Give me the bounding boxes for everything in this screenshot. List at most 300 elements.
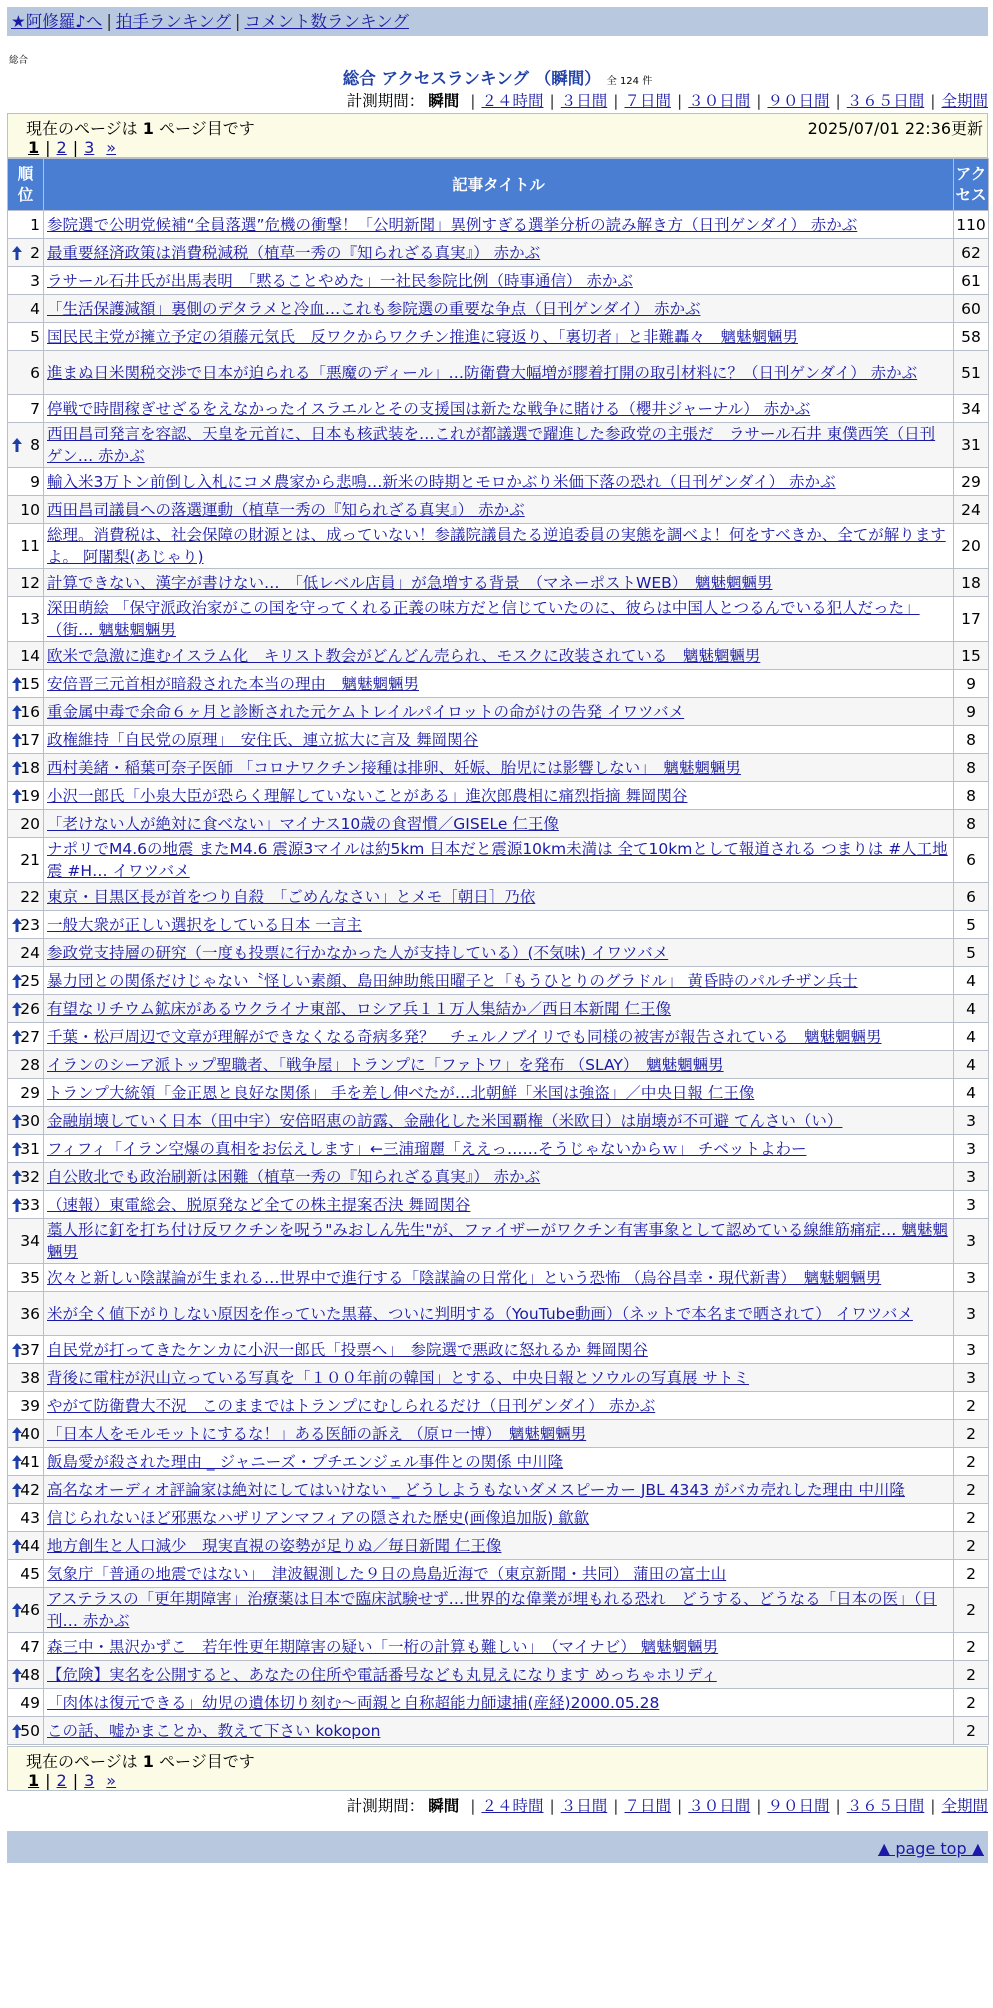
rank-up-arrow-icon <box>11 1454 23 1470</box>
access-count: 2 <box>954 1392 989 1420</box>
rank-cell <box>8 1504 44 1532</box>
access-count: 2 <box>954 1560 989 1588</box>
access-count: 110 <box>954 211 989 239</box>
header-rank: 順位 <box>8 159 44 211</box>
access-count: 5 <box>954 911 989 939</box>
rank-cell <box>8 1689 44 1717</box>
article-link[interactable]: 「肉体は復元できる」幼児の遺体切り刻む～両親と自称超能力師逮捕(産経)2000.05.28 <box>47 1693 660 1712</box>
article-link[interactable]: 自民党が打ってきたケンカに小沢一郎氏「投票へ」 参院選で悪政に怒れるか 舞岡関谷 <box>47 1340 648 1359</box>
nav-link-clap-ranking[interactable]: 拍手ランキング <box>115 12 231 31</box>
rank-number: 23 <box>20 915 40 934</box>
table-row <box>8 1689 989 1717</box>
article-link[interactable]: 千葉・松戸周辺で文章が理解ができなくなる奇病多発？ チェルノブイリでも同様の被害が報告されている 魑魅魍魎男 <box>47 1027 882 1046</box>
article-link[interactable]: 地方創生と人口減少 現実直視の姿勢が足りぬ／毎日新聞 仁王像 <box>47 1536 502 1555</box>
title-cell <box>44 1392 954 1420</box>
article-link[interactable]: 国民民主党が擁立予定の須藤元気氏 反ワクからワクチン推進に寝返り、「裏切者」と非難轟々 魑魅魍魎男 <box>47 327 798 346</box>
title-cell <box>44 1504 954 1532</box>
period-label: 計測期間： <box>346 92 425 110</box>
period-separator: | <box>930 1797 936 1815</box>
article-link[interactable]: 【危険】実名を公開すると、あなたの住所や電話番号なども丸見えになります めっちゃホリディ <box>47 1665 717 1684</box>
rank-cell <box>8 423 44 468</box>
title-cell <box>44 1264 954 1292</box>
table-row <box>8 351 989 395</box>
rank-up-arrow-icon <box>11 1001 23 1017</box>
article-link[interactable]: 飯島愛が殺された理由 _ ジャニーズ・プチエンジェル事件との関係 中川隆 <box>47 1452 564 1471</box>
table-row <box>8 1476 989 1504</box>
rank-number: 47 <box>20 1637 40 1656</box>
rank-number: 44 <box>20 1536 40 1555</box>
access-count: 6 <box>954 838 989 883</box>
access-count: 4 <box>954 995 989 1023</box>
table-row <box>8 1560 989 1588</box>
pager-link-2[interactable]: 2 <box>56 1771 67 1790</box>
article-link[interactable]: 東京・目黒区長が首をつり自殺 「ごめんなさい」とメモ［朝日］乃依 <box>47 887 536 906</box>
pagination-box-bottom <box>7 1746 988 1791</box>
nav-separator: | <box>234 12 241 31</box>
table-row <box>8 1504 989 1532</box>
table-row <box>8 754 989 782</box>
period-label: 計測期間： <box>346 1797 425 1815</box>
rank-cell <box>8 1476 44 1504</box>
rank-number: 3 <box>30 271 40 290</box>
table-row <box>8 423 989 468</box>
access-count: 2 <box>954 1448 989 1476</box>
article-link[interactable]: 計算できない、漢字が書けない… 「低レベル店員」が急増する背景 （マネーポストWEB） 魑魅魍魎男 <box>47 573 773 592</box>
title-cell <box>44 597 954 642</box>
rank-up-arrow-icon <box>11 676 23 692</box>
access-count: 4 <box>954 1051 989 1079</box>
rank-cell <box>8 995 44 1023</box>
rank-number: 13 <box>20 610 40 628</box>
title-cell <box>44 239 954 267</box>
access-count: 8 <box>954 754 989 782</box>
title-cell <box>44 496 954 524</box>
access-count: 2 <box>954 1476 989 1504</box>
footer-bar <box>7 1831 988 1863</box>
rank-cell <box>8 1023 44 1051</box>
access-count: 3 <box>954 1191 989 1219</box>
period-separator: | <box>835 1797 841 1815</box>
period-link[interactable]: ９０日間 <box>767 1797 830 1815</box>
access-count: 29 <box>954 468 989 496</box>
rank-number: 2 <box>30 243 40 262</box>
rank-number: 48 <box>20 1665 40 1684</box>
rank-cell <box>8 1392 44 1420</box>
rank-cell <box>8 351 44 395</box>
rank-cell <box>8 1560 44 1588</box>
period-link[interactable]: 全期間 <box>941 1797 988 1815</box>
access-count: 51 <box>954 351 989 395</box>
rank-cell <box>8 295 44 323</box>
article-link[interactable]: 安倍晋三元首相が暗殺された本当の理由 魑魅魍魎男 <box>47 674 420 693</box>
rank-cell <box>8 211 44 239</box>
rank-cell <box>8 1264 44 1292</box>
period-link[interactable]: ７日間 <box>624 92 671 110</box>
article-link[interactable]: 進まぬ日米関税交渉で日本が迫られる「悪魔のディール」…防衛費大幅増が膠着打開の取引材料に？（日刊ゲンダイ） 赤かぶ <box>47 363 918 382</box>
article-link[interactable]: 西田昌司発言を容認、天皇を元首に、日本も核武装を…これが都議選で躍進した参政党の主張だ ラサール石井 東僕西笑（日刊ゲン… 赤かぶ <box>47 425 936 465</box>
article-link[interactable]: 重金属中毒で余命６ヶ月と診断された元ケムトレイルパイロットの命がけの告発 イワツバメ <box>47 702 685 721</box>
table-row <box>8 1364 989 1392</box>
access-count: 20 <box>954 524 989 569</box>
rank-up-arrow-icon <box>11 437 23 453</box>
rank-number: 11 <box>20 537 40 555</box>
rank-up-arrow-icon <box>11 760 23 776</box>
period-link[interactable]: ９０日間 <box>767 92 830 110</box>
table-row <box>8 1191 989 1219</box>
rank-number: 15 <box>20 674 40 693</box>
title-cell <box>44 395 954 423</box>
access-count: 34 <box>954 395 989 423</box>
rank-cell <box>8 1633 44 1661</box>
table-row <box>8 810 989 838</box>
article-link[interactable]: 藁人形に釘を打ち付け反ワクチンを呪う"みおしん先生"が、ファイザーがワクチン有害事象として認めている線維筋痛症… 魑魅魍魎男 <box>47 1221 948 1261</box>
period-separator: | <box>470 92 476 110</box>
rank-cell <box>8 1135 44 1163</box>
article-link[interactable]: アステラスの「更年期障害」治療薬は日本で臨床試験せず…世界的な偉業が埋もれる恐れ どうする、どうなる「日本の医」（日刊… 赤かぶ <box>47 1590 937 1630</box>
table-row <box>8 1135 989 1163</box>
page-title: 総合 アクセスランキング （瞬間） <box>342 69 601 88</box>
article-link[interactable]: 欧米で急激に進むイスラム化 キリスト教会がどんどん売られ、モスクに改装されている 魑魅魍魎男 <box>47 646 761 665</box>
access-count: 18 <box>954 569 989 597</box>
header-access: アクセス <box>954 159 989 211</box>
access-count: 2 <box>954 1689 989 1717</box>
rank-number: 30 <box>20 1111 40 1130</box>
access-count: 3 <box>954 1364 989 1392</box>
title-cell <box>44 782 954 810</box>
title-cell <box>44 1051 954 1079</box>
access-count: 9 <box>954 670 989 698</box>
rank-cell <box>8 1717 44 1745</box>
article-link[interactable]: 「生活保護減額」裏側のデタラメと冷血…これも参院選の重要な争点（日刊ゲンダイ） 赤かぶ <box>47 299 701 318</box>
table-row <box>8 1588 989 1633</box>
article-link[interactable]: 深田萌絵 「保守派政治家がこの国を守ってくれる正義の味方だと信じていたのに、彼らは中国人とつるんでいる犯人だった」（街… 魑魅魍魎男 <box>47 599 920 639</box>
rank-up-arrow-icon <box>11 1723 23 1739</box>
access-count: 3 <box>954 1336 989 1364</box>
title-cell <box>44 1448 954 1476</box>
rank-number: 39 <box>20 1396 40 1415</box>
article-link[interactable]: イランのシーア派トップ聖職者、「戦争屋」トランプに「ファトワ」を発布 （SLAY） 魑魅魍魎男 <box>47 1055 724 1074</box>
access-count: 3 <box>954 1264 989 1292</box>
rank-number: 14 <box>20 646 40 665</box>
rank-number: 10 <box>20 500 40 519</box>
rank-number: 6 <box>30 363 40 382</box>
rank-number: 41 <box>20 1452 40 1471</box>
article-link[interactable]: 自公敗北でも政治刷新は困難（植草一秀の『知られざる真実』） 赤かぶ <box>47 1167 541 1186</box>
access-count: 9 <box>954 698 989 726</box>
pager-current-page: 1 <box>28 1771 40 1790</box>
period-separator: | <box>756 92 762 110</box>
article-link[interactable]: 気象庁「普通の地震ではない」 津波観測した９日の鳥島近海で（東京新聞・共同） 蒲田の富士山 <box>47 1564 727 1583</box>
period-separator: | <box>930 92 936 110</box>
table-row <box>8 911 989 939</box>
article-link[interactable]: ラサール石井氏が出馬表明 「黙ることやめた」一社民参院比例（時事通信） 赤かぶ <box>47 271 633 290</box>
rank-cell <box>8 782 44 810</box>
table-row <box>8 698 989 726</box>
title-cell <box>44 726 954 754</box>
table-row <box>8 211 989 239</box>
rank-cell <box>8 496 44 524</box>
rank-up-arrow-icon <box>11 1197 23 1213</box>
current-page-text: 現在のページは 1 ページ目です <box>26 1752 255 1771</box>
access-count: 61 <box>954 267 989 295</box>
article-link[interactable]: ナポリでM4.6の地震 またM4.6 震源3マイルは約5km 日本だと震源10km未満は 全て10kmとして報道される つまりは #人工地震 #H… イワツバメ <box>47 840 948 880</box>
rank-number: 18 <box>20 758 40 777</box>
rank-number: 43 <box>20 1508 40 1527</box>
rank-number: 4 <box>30 299 40 318</box>
period-link[interactable]: ３日間 <box>560 92 608 110</box>
access-count: 3 <box>954 1135 989 1163</box>
rank-up-arrow-icon <box>11 1029 23 1045</box>
pager-next[interactable]: » <box>106 1771 117 1790</box>
access-count: 5 <box>954 939 989 967</box>
title-cell <box>44 1633 954 1661</box>
article-link[interactable]: 参院選で公明党候補“全員落選”危機の衝撃！「公明新聞」異例すぎる選挙分析の読み解き方（日刊ゲンダイ） 赤かぶ <box>47 215 858 234</box>
article-link[interactable]: 最重要経済政策は消費税減税（植草一秀の『知られざる真実』） 赤かぶ <box>47 243 541 262</box>
access-count: 8 <box>954 726 989 754</box>
table-row <box>8 267 989 295</box>
table-row <box>8 1532 989 1560</box>
pager-link-2[interactable]: 2 <box>56 138 67 157</box>
rank-cell <box>8 838 44 883</box>
ranking-header <box>7 68 988 90</box>
title-cell <box>44 911 954 939</box>
rank-up-arrow-icon <box>11 704 23 720</box>
page-top-link[interactable]: ▲ page top ▲ <box>877 1839 984 1858</box>
title-cell <box>44 569 954 597</box>
rank-number: 46 <box>20 1601 40 1619</box>
table-row <box>8 1448 989 1476</box>
article-link[interactable]: 次々と新しい陰謀論が生まれる…世界中で進行する「陰謀論の日常化」という恐怖 （烏谷昌幸・現代新書） 魑魅魍魎男 <box>47 1268 882 1287</box>
table-row <box>8 726 989 754</box>
rank-number: 31 <box>20 1139 40 1158</box>
article-link[interactable]: フィフィ「イラン空爆の真相をお伝えします」←三浦瑠麗「ええっ……そうじゃないからｗ」 チベットよわー <box>47 1139 807 1158</box>
rank-up-arrow-icon <box>11 1342 23 1358</box>
rank-number: 34 <box>20 1232 40 1250</box>
title-cell <box>44 468 954 496</box>
rank-number: 26 <box>20 999 40 1018</box>
rank-number: 21 <box>20 851 40 869</box>
title-cell <box>44 967 954 995</box>
table-row <box>8 1107 989 1135</box>
title-cell <box>44 1292 954 1336</box>
pager: 1 | 2 | 3 » <box>28 1771 117 1790</box>
title-cell <box>44 698 954 726</box>
period-link[interactable]: ３０日間 <box>688 92 751 110</box>
title-cell <box>44 1336 954 1364</box>
period-separator: | <box>835 92 841 110</box>
rank-number: 37 <box>20 1340 40 1359</box>
title-cell <box>44 883 954 911</box>
table-row <box>8 1292 989 1336</box>
rank-up-arrow-icon <box>11 1482 23 1498</box>
period-link[interactable]: ３６５日間 <box>846 92 925 110</box>
rank-cell <box>8 883 44 911</box>
rank-cell <box>8 1336 44 1364</box>
table-row <box>8 883 989 911</box>
title-cell <box>44 1163 954 1191</box>
access-count: 3 <box>954 1107 989 1135</box>
article-link[interactable]: 有望なリチウム鉱床があるウクライナ東部、ロシア兵１１万人集結か／西日本新聞 仁王像 <box>47 999 672 1018</box>
title-cell <box>44 1661 954 1689</box>
table-row <box>8 642 989 670</box>
rank-cell <box>8 1661 44 1689</box>
article-link[interactable]: 政権維持「自民党の原理」 安住氏、連立拡大に言及 舞岡関谷 <box>47 730 479 749</box>
table-row <box>8 1420 989 1448</box>
title-cell <box>44 1135 954 1163</box>
title-cell <box>44 211 954 239</box>
title-cell <box>44 754 954 782</box>
title-cell <box>44 1717 954 1745</box>
table-row <box>8 1219 989 1264</box>
article-link[interactable]: 森三中・黒沢かずこ 若年性更年期障害の疑い「一桁の計算も難しい」 （マイナビ） 魑魅魍魎男 <box>47 1637 719 1656</box>
period-separator: | <box>613 92 619 110</box>
article-link[interactable]: 参政党支持層の研究（一度も投票に行かなかった人が支持している）(不気味) イワツバメ <box>47 943 669 962</box>
title-cell <box>44 838 954 883</box>
table-row <box>8 524 989 569</box>
top-nav-bar <box>7 7 988 36</box>
article-link[interactable]: 背後に電柱が沢山立っている写真を「１００年前の韓国」とする、中央日報とソウルの写真展 サトミ <box>47 1368 749 1387</box>
article-link[interactable]: 「老けない人が絶対に食べない」マイナス10歳の食習慣／GISELe 仁王像 <box>47 814 559 833</box>
pager-next[interactable]: » <box>106 138 117 157</box>
category-label: 総合 <box>9 55 29 66</box>
rank-cell <box>8 1532 44 1560</box>
period-link[interactable]: 全期間 <box>941 92 988 110</box>
article-link[interactable]: 小沢一郎氏「小泉大臣が恐らく理解していないことがある」進次郎農相に痛烈指摘 舞岡関谷 <box>47 786 688 805</box>
article-link[interactable]: この話、嘘かまことか、教えて下さい kokopon <box>47 1721 381 1740</box>
table-row <box>8 995 989 1023</box>
article-link[interactable]: 高名なオーディオ評論家は絶対にしてはいけない _ どうしようもないダメスピーカー JBL 4343 がバカ売れした理由 中川隆 <box>47 1480 905 1499</box>
access-count: 2 <box>954 1717 989 1745</box>
article-link[interactable]: 暴力団との関係だけじゃない〝怪しい素顔、島田紳助熊田曜子と「もうひとりのグラドル」 黄昏時のパルチザン兵士 <box>47 971 858 990</box>
rank-number: 27 <box>20 1027 40 1046</box>
period-link[interactable]: ２４時間 <box>481 92 544 110</box>
rank-up-arrow-icon <box>11 1426 23 1442</box>
rank-cell <box>8 1448 44 1476</box>
table-row <box>8 1392 989 1420</box>
title-cell <box>44 423 954 468</box>
rank-cell <box>8 698 44 726</box>
period-separator: | <box>549 1797 555 1815</box>
article-link[interactable]: 停戦で時間稼ぎせざるをえなかったイスラエルとその支援国は新たな戦争に賭ける（櫻井ジャーナル） 赤かぶ <box>47 399 811 418</box>
table-row <box>8 967 989 995</box>
access-count: 15 <box>954 642 989 670</box>
access-count: 2 <box>954 1588 989 1633</box>
rank-up-arrow-icon <box>11 973 23 989</box>
period-separator: | <box>677 92 683 110</box>
title-cell <box>44 267 954 295</box>
ranking-table <box>7 158 989 1745</box>
rank-number: 1 <box>30 215 40 234</box>
article-link[interactable]: 西村美緒・稲葉可奈子医師 「コロナワクチン接種は排卵、妊娠、胎児には影響しない」 魑魅魍魎男 <box>47 758 741 777</box>
article-link[interactable]: トランプ大統領「金正恩と良好な関係」 手を差し伸べたが…北朝鮮「米国は強盗」／中央日報 仁王像 <box>47 1083 755 1102</box>
table-row <box>8 1264 989 1292</box>
rank-cell <box>8 911 44 939</box>
period-link[interactable]: ３０日間 <box>688 1797 751 1815</box>
article-link[interactable]: 西田昌司議員への落選運動（植草一秀の『知られざる真実』） 赤かぶ <box>47 500 525 519</box>
rank-number: 29 <box>20 1083 40 1102</box>
access-count: 3 <box>954 1292 989 1336</box>
period-separator: | <box>549 92 555 110</box>
rank-cell <box>8 810 44 838</box>
article-link[interactable]: 信じられないほど邪悪なハザリアンマフィアの隠された歴史(画像追加版) 歙歙 <box>47 1508 590 1527</box>
article-link[interactable]: 一般大衆が正しい選択をしている日本 一言主 <box>47 915 362 934</box>
rank-up-arrow-icon <box>11 1602 23 1618</box>
rank-number: 36 <box>20 1304 40 1323</box>
access-count: 62 <box>954 239 989 267</box>
nav-link-comment-ranking[interactable]: コメント数ランキング <box>244 12 409 31</box>
title-cell <box>44 1023 954 1051</box>
access-count: 8 <box>954 810 989 838</box>
period-link[interactable]: ７日間 <box>624 1797 671 1815</box>
rank-cell <box>8 1051 44 1079</box>
period-selector-bottom <box>7 1795 988 1817</box>
period-link[interactable]: ２４時間 <box>481 1797 544 1815</box>
rank-number: 7 <box>30 399 40 418</box>
table-row <box>8 496 989 524</box>
access-count: 60 <box>954 295 989 323</box>
updated-timestamp: 2025/07/01 22:36更新 <box>807 119 983 138</box>
title-cell <box>44 1588 954 1633</box>
pager-link-3[interactable]: 3 <box>84 1771 95 1790</box>
table-row <box>8 1661 989 1689</box>
table-row <box>8 1163 989 1191</box>
rank-cell <box>8 726 44 754</box>
period-link[interactable]: ３６５日間 <box>846 1797 925 1815</box>
access-count: 2 <box>954 1420 989 1448</box>
nav-link-home[interactable]: ★阿修羅♪へ <box>11 12 103 31</box>
access-count: 58 <box>954 323 989 351</box>
rank-number: 25 <box>20 971 40 990</box>
rank-cell <box>8 468 44 496</box>
rank-up-arrow-icon <box>11 917 23 933</box>
rank-number: 49 <box>20 1693 40 1712</box>
rank-up-arrow-icon <box>11 245 23 261</box>
article-link[interactable]: 金融崩壊していく日本（田中宇）安倍昭恵の訪露、金融化した米国覇権（米欧日）は崩壊が不可避 てんさい（い） <box>47 1111 843 1130</box>
access-count: 24 <box>954 496 989 524</box>
rank-number: 50 <box>20 1721 40 1740</box>
title-cell <box>44 1532 954 1560</box>
rank-cell <box>8 524 44 569</box>
title-cell <box>44 1191 954 1219</box>
rank-cell <box>8 670 44 698</box>
page <box>7 7 988 1863</box>
period-link[interactable]: ３日間 <box>560 1797 608 1815</box>
rank-number: 45 <box>20 1564 40 1583</box>
access-count: 2 <box>954 1504 989 1532</box>
rank-cell <box>8 967 44 995</box>
title-cell <box>44 1476 954 1504</box>
period-separator: | <box>677 1797 683 1815</box>
title-cell <box>44 295 954 323</box>
period-separator: | <box>756 1797 762 1815</box>
article-link[interactable]: 総理。消費税は、社会保障の財源とは、成っていない！参議院議員たる逆追委員の実態を調べよ！何をすべきか、全てが解りますよ。 阿闍梨(あじゃり) <box>47 526 946 566</box>
access-count: 17 <box>954 597 989 642</box>
article-link[interactable]: 輸入米3万トン前倒し入札にコメ農家から悲鳴…新米の時期とモロかぶり米価下落の恐れ（日刊ゲンダイ） 赤かぶ <box>47 472 836 491</box>
access-count: 2 <box>954 1633 989 1661</box>
article-link[interactable]: （速報）東電総会、脱原発など全ての株主提案否決 舞岡関谷 <box>47 1195 471 1214</box>
access-count: 4 <box>954 1079 989 1107</box>
article-link[interactable]: 「日本人をモルモットにするな！」ある医師の訴え （原ロ一博） 魑魅魍魎男 <box>47 1424 587 1443</box>
article-link[interactable]: 米が全く値下がりしない原因を作っていた黒幕、ついに判明する（YouTube動画）（ネットで本名まで晒されて） イワツバメ <box>47 1304 913 1323</box>
table-row <box>8 1717 989 1745</box>
pager-link-3[interactable]: 3 <box>84 138 95 157</box>
pagination-box-top <box>7 113 988 158</box>
rank-up-arrow-icon <box>11 1667 23 1683</box>
article-link[interactable]: やがて防衛費大不況 このままではトランプにむしられるだけ（日刊ゲンダイ） 赤かぶ <box>47 1396 656 1415</box>
table-row <box>8 670 989 698</box>
rank-cell <box>8 395 44 423</box>
access-count: 3 <box>954 1219 989 1264</box>
